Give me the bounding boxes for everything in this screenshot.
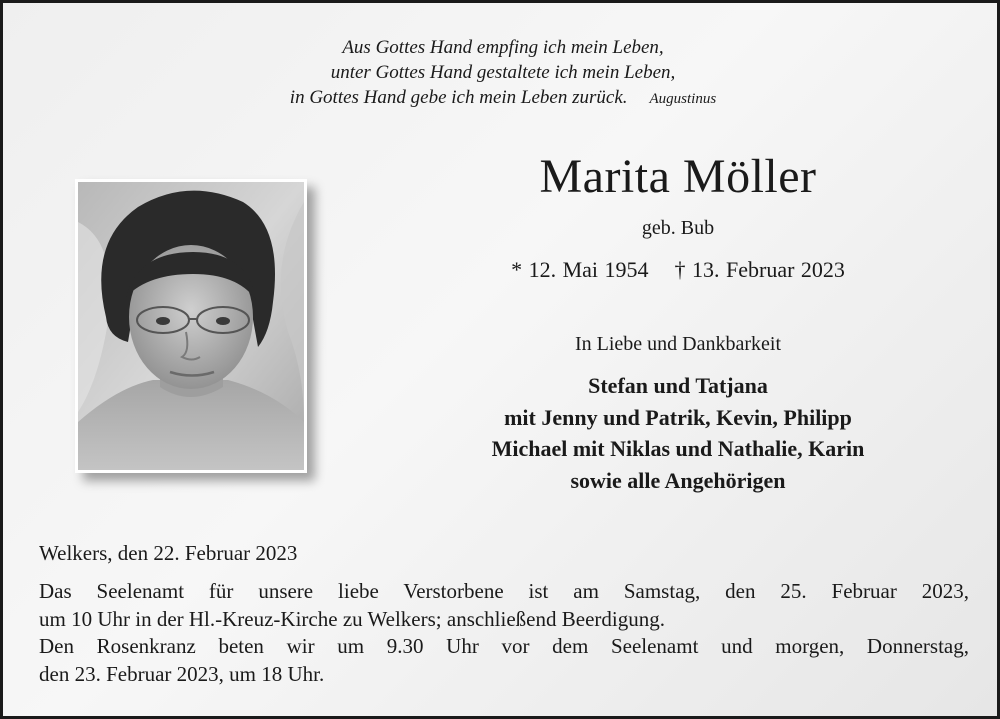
birth-date: * 12. Mai 1954 xyxy=(511,257,649,282)
mourner-line: sowie alle Angehörigen xyxy=(570,467,786,493)
portrait-image xyxy=(78,182,304,470)
birth-name: geb. Bub xyxy=(641,217,715,239)
portrait-photo xyxy=(75,179,307,473)
motto-line-2: unter Gottes Hand gestaltete ich mein Leben, xyxy=(330,62,676,83)
motto-author: Augustinus xyxy=(649,91,717,107)
thanks-line: In Liebe und Dankbarkeit xyxy=(574,333,782,355)
place-and-date: Welkers, den 22. Februar 2023 xyxy=(39,541,298,565)
mourner-line: Stefan und Tatjana xyxy=(588,373,768,398)
motto-line-3-text: in Gottes Hand gebe ich mein Leben zurück. xyxy=(289,87,628,108)
service-info-line: Den Rosenkranz beten wir um 9.30 Uhr vor dem Seelenamt und morgen, Donnerstag, xyxy=(39,634,969,658)
mourner-line: Michael mit Niklas und Nathalie, Karin xyxy=(491,436,865,461)
death-date: † 13. Februar 2023 xyxy=(674,257,845,282)
mourner-line: mit Jenny und Patrik, Kevin, Philipp xyxy=(504,404,852,430)
motto-quote xyxy=(183,35,823,112)
service-info-line: um 10 Uhr in der Hl.-Kreuz-Kirche zu Welkers; anschließend Beerdigung. xyxy=(39,606,665,631)
motto-line-1: Aus Gottes Hand empfing ich mein Leben, xyxy=(342,37,664,58)
motto-line-3 xyxy=(183,85,823,112)
mourners-list xyxy=(423,370,933,496)
service-info xyxy=(39,578,969,688)
deceased-name: Marita Möller xyxy=(539,150,817,203)
service-info-line: den 23. Februar 2023, um 18 Uhr. xyxy=(39,661,325,686)
life-dates xyxy=(443,257,913,283)
service-info-line: Das Seelenamt für unsere liebe Verstorbene ist am Samstag, den 25. Februar 2023, xyxy=(39,579,969,603)
